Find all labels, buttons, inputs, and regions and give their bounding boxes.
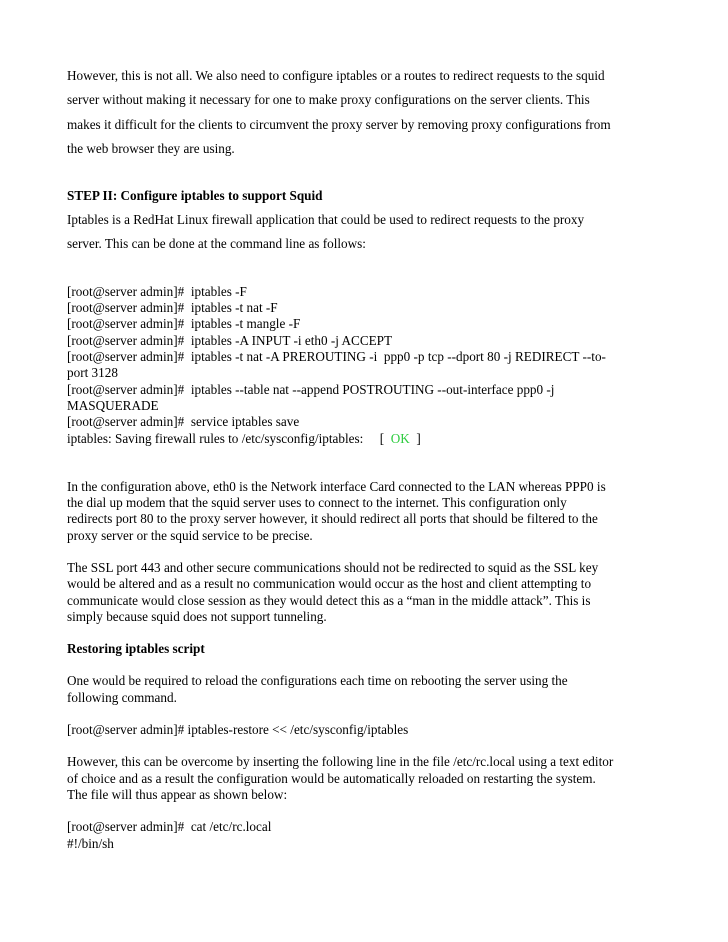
- command-line: [root@server admin]# iptables -t nat -F: [67, 300, 278, 316]
- text-line: One would be required to reload the configurations each time on rebooting the server using the: [67, 673, 568, 689]
- text-line: simply because squid does not support tunneling.: [67, 608, 327, 624]
- step2-heading: STEP II: Configure iptables to support Squid: [67, 187, 323, 203]
- text-line: The SSL port 443 and other secure communications should not be redirected to squid as the SSL key: [67, 560, 599, 575]
- rclocal-paragraph: [67, 754, 667, 803]
- text-line: However, this can be overcome by inserting the following line in the file /etc/rc.local using a text editor: [67, 754, 614, 770]
- command-line: [root@server admin]# iptables -t mangle -F: [67, 316, 301, 332]
- restoring-heading: Restoring iptables script: [67, 641, 205, 657]
- save-output-line: [67, 431, 667, 447]
- save-output-suffix: ]: [409, 430, 421, 446]
- text-line: However, this is not all. We also need to configure iptables or a routes to redirect requests to the squid: [67, 68, 605, 83]
- save-output-prefix: iptables: Saving firewall rules to /etc/sysconfig/iptables: [: [67, 430, 391, 446]
- text-line: redirects port 80 to the proxy server however, it should redirect all ports that should be filtered to the: [67, 511, 598, 527]
- command-line: [root@server admin]# iptables --table nat --append POSTROUTING --out-interface ppp0 -j: [67, 381, 555, 397]
- command-block: [67, 284, 667, 447]
- command-line: MASQUERADE: [67, 397, 159, 413]
- explanation-paragraph: [67, 479, 667, 544]
- text-line: of choice and as a result the configuration would be automatically reloaded on restarting the system.: [67, 770, 596, 786]
- rclocal-command-block: [67, 819, 667, 852]
- intro-paragraph: [67, 64, 667, 162]
- document-page: [67, 64, 667, 852]
- text-line: The file will thus appear as shown below:: [67, 786, 288, 802]
- command-line: #!/bin/sh: [67, 835, 114, 851]
- restore-command: [root@server admin]# iptables-restore << /etc/sysconfig/iptables: [67, 722, 409, 738]
- restoring-paragraph: [67, 673, 667, 706]
- text-line: communicate would close session as they would detect this as a “man in the middle attack”. This is: [67, 592, 591, 608]
- text-line: In the configuration above, eth0 is the Network interface Card connected to the LAN whereas PPP0 is: [67, 478, 606, 494]
- text-line: Iptables is a RedHat Linux firewall application that could be used to redirect requests to the proxy: [67, 212, 585, 228]
- text-line: following command.: [67, 689, 177, 705]
- text-line: server. This can be done at the command line as follows:: [67, 236, 366, 252]
- text-line: server without making it necessary for one to make proxy configurations on the server clients. This: [67, 92, 590, 108]
- text-line: the dial up modem that the squid server uses to connect to the internet. This configuration only: [67, 495, 567, 511]
- text-line: would be altered and as a result no communication would occur as the host and client attempting to: [67, 576, 592, 592]
- command-line: [root@server admin]# iptables -A INPUT -i eth0 -j ACCEPT: [67, 332, 393, 348]
- text-line: proxy server or the squid service to be precise.: [67, 527, 313, 543]
- command-line: [root@server admin]# service iptables save: [67, 414, 300, 430]
- command-line: port 3128: [67, 365, 118, 381]
- ssl-paragraph: [67, 560, 667, 625]
- text-line: the web browser they are using.: [67, 141, 235, 157]
- ok-status: OK: [390, 430, 410, 446]
- text-line: makes it difficult for the clients to circumvent the proxy server by removing proxy configurations from: [67, 116, 611, 132]
- step2-section: [67, 184, 667, 257]
- command-line: [root@server admin]# iptables -t nat -A PREROUTING -i ppp0 -p tcp --dport 80 -j REDIRECT --to-: [67, 349, 606, 365]
- command-line: [root@server admin]# iptables -F: [67, 283, 247, 299]
- command-line: [root@server admin]# cat /etc/rc.local: [67, 819, 272, 835]
